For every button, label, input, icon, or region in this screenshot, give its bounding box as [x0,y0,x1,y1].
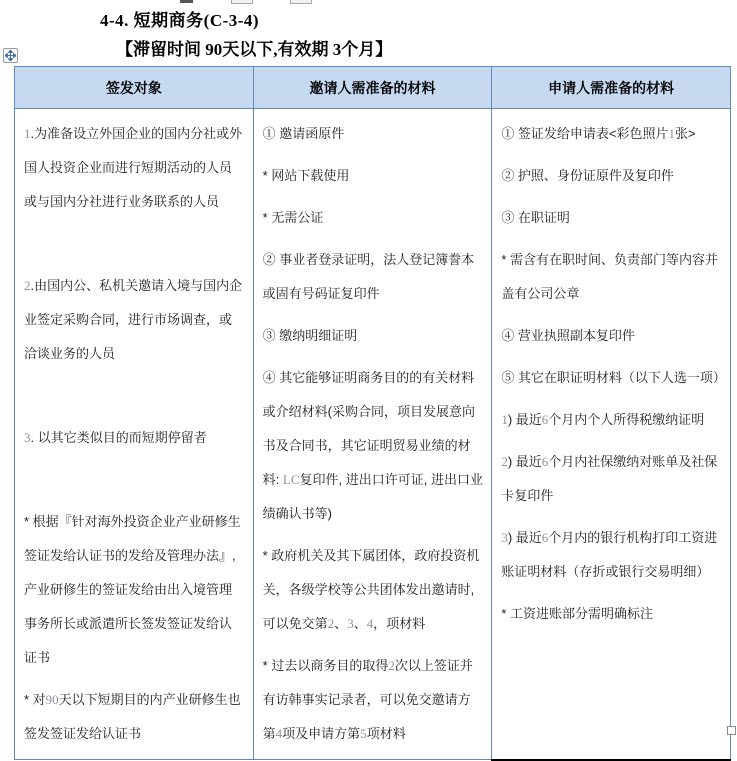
move-arrows-icon [5,50,16,61]
cell-paragraph: * 工资进账部分需明确标注 [501,606,653,621]
screen-artifact [231,0,253,4]
cell-paragraph: 1) 最近6个月内个人所得税缴纳证明 [501,412,705,427]
col-header-applicant-materials: 申请人需准备的材料 [492,67,731,109]
cell-paragraph: * 对90天以下短期目的内产业研修生也签发签证发给认证书 [24,692,241,741]
cell-paragraph: 2) 最近6个月内社保缴纳对账单及社保卡复印件 [501,454,718,503]
cell-paragraph [24,227,245,261]
cell-applicant-materials[interactable] [492,109,731,760]
cell-paragraph: ③ 在职证明 [501,210,570,225]
doc-title: 4-4. 短期商务(C-3-4) [100,11,260,30]
cell-paragraph: 3) 最近6个月内的银行机构打印工资进账证明材料（存折或银行交易明细） [501,530,718,579]
table-resize-handle[interactable] [727,726,736,735]
cell-paragraph: * 过去以商务目的取得2次以上签证并有访韩事实记录者，可以免交邀请方第4项及申请方第5项材料 [262,658,473,741]
cell-paragraph: ② 护照、身份证原件及复印件 [501,168,674,183]
cell-paragraph: ⑤ 其它在职证明材料（以下人选一项） [501,370,726,385]
table-body-row [15,109,731,760]
screen-artifact [180,0,193,3]
cell-paragraph: * 需含有在职时间、负责部门等内容并盖有公司公章 [501,252,718,301]
cell-paragraph: 2.由国内公、私机关邀请入境与国内企业签定采购合同，进行市场调查，或洽谈业务的人员 [24,278,243,361]
col-header-inviter-materials: 邀请人需准备的材料 [253,67,492,109]
cell-paragraph: 1.为准备设立外国企业的国内分社或外国人投资企业而进行短期活动的人员或与国内分社进行业务联系的人员 [24,126,243,209]
visa-requirements-table [14,66,731,761]
table-header-row [15,67,731,109]
doc-subtitle: 【滞留时间 90天以下,有效期 3个月】 [116,40,393,59]
cell-paragraph: ① 邀请函原件 [262,126,345,141]
cell-paragraph: ④ 其它能够证明商务目的的有关材料或介绍材料(采购合同，项目发展意向书及合同书，其它证明贸易业绩的材料: LC复印件, 进出口许可证, 进出口业绩确认书等) [262,370,483,521]
cell-issuance-target[interactable] [15,109,254,760]
table-move-handle[interactable] [3,48,18,63]
cell-paragraph: ① 签证发给申请表<彩色照片1张> [501,126,696,141]
cell-paragraph: ② 事业者登录证明，法人登记簿誊本或固有号码证复印件 [262,252,475,301]
col-header-issuance-target: 签发对象 [15,67,254,109]
cell-inviter-materials[interactable] [253,109,492,760]
cell-paragraph: * 根据『针对海外投资企业产业研修生签证发给认证书的发给及管理办法』, 产业研修生的签证发给由出入境管理事务所长或派遣所长签发签证发给认证书 [24,514,241,665]
cell-paragraph [24,379,245,413]
cell-paragraph: 3. 以其它类似目的而短期停留者 [24,430,207,445]
cell-paragraph: ④ 营业执照副本复印件 [501,328,635,343]
cell-paragraph: ③ 缴纳明细证明 [262,328,358,343]
screen-artifact [290,0,312,4]
cell-paragraph: * 无需公证 [262,210,324,225]
cell-paragraph: * 政府机关及其下属团体，政府投资机关，各级学校等公共团体发出邀请时,可以免交第2、3、4，项材料 [262,548,480,631]
cell-paragraph [24,463,245,497]
cell-paragraph: * 网站下载使用 [262,168,350,183]
